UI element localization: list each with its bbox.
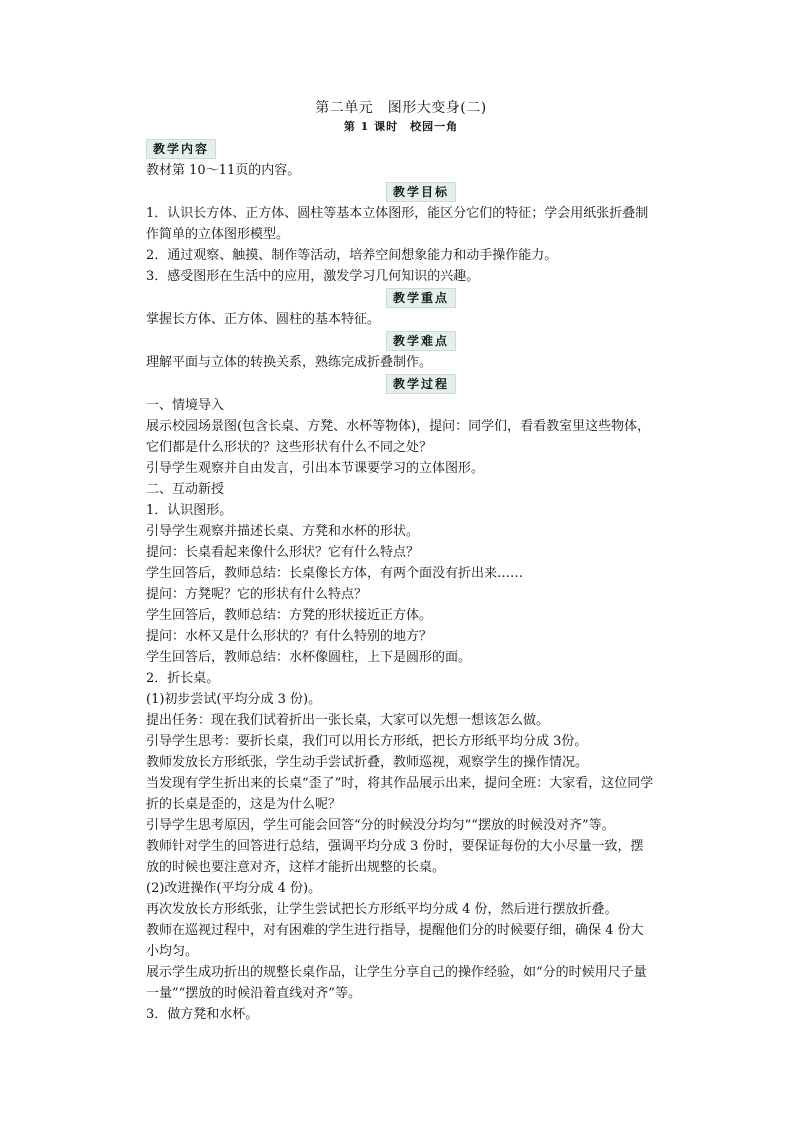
paragraph: 引导学生观察并描述长桌、方凳和水杯的形状。 bbox=[146, 524, 420, 539]
paragraph: 当发现有学生折出来的长桌“歪了”时，将其作品展示出来，提问全班：大家看，这位同学折的长桌是歪的，这是为什么呢？ bbox=[146, 776, 654, 812]
paragraph: 引导学生思考：要折长桌，我们可以用长方形纸，把长方形纸平均分成 3份。 bbox=[146, 734, 588, 749]
goal-item: 1．认识长方体、正方体、圆柱等基本立体图形，能区分它们的特征；学会用纸张折叠制作简单的立体图形模型。 bbox=[146, 206, 649, 242]
step-heading: 2．折长桌。 bbox=[146, 671, 220, 686]
teaching-key-badge: 教学重点 bbox=[386, 288, 456, 308]
goals-badge-row bbox=[146, 181, 656, 203]
teaching-process-badge: 教学过程 bbox=[386, 374, 456, 394]
section-heading: 二、互动新授 bbox=[146, 482, 225, 497]
teaching-key-text: 掌握长方体、正方体、圆柱的基本特征。 bbox=[146, 312, 381, 327]
teaching-goals-badge: 教学目标 bbox=[386, 182, 456, 202]
teaching-difficulty-text: 理解平面与立体的转换关系，熟练完成折叠制作。 bbox=[146, 355, 433, 370]
step-heading: 1．认识图形。 bbox=[146, 503, 233, 518]
key-badge-row bbox=[146, 287, 656, 309]
paragraph: 提出任务：现在我们试着折出一张长桌，大家可以先想一想该怎么做。 bbox=[146, 713, 550, 728]
sub-step-heading: (1)初步尝试(平均分成 3 份)。 bbox=[146, 692, 322, 707]
paragraph: 提问：水杯又是什么形状的？有什么特别的地方？ bbox=[146, 629, 433, 644]
paragraph: 教师发放长方形纸张，学生动手尝试折叠，教师巡视，观察学生的操作情况。 bbox=[146, 755, 589, 770]
content-badge-row bbox=[146, 138, 656, 160]
paragraph: 再次发放长方形纸张，让学生尝试把长方形纸平均分成 4 份，然后进行摆放折叠。 bbox=[146, 902, 618, 917]
paragraph: 引导学生思考原因，学生可能会回答“分的时候没分均匀”“摆放的时候没对齐”等。 bbox=[146, 818, 615, 833]
unit-title: 第二单元 图形大变身(二) bbox=[315, 100, 487, 116]
paragraph: 提问：方凳呢？它的形状有什么特点？ bbox=[146, 587, 368, 602]
goal-item: 2．通过观察、触摸、制作等活动，培养空间想象能力和动手操作能力。 bbox=[146, 248, 558, 263]
sub-step-heading: (2)改进操作(平均分成 4 份)。 bbox=[146, 881, 322, 896]
process-badge-row bbox=[146, 373, 656, 395]
paragraph: 展示学生成功折出的规整长桌作品，让学生分享自己的操作经验，如“分的时候用尺子量一量”“摆放的时候沿着直线对齐”等。 bbox=[146, 965, 647, 1001]
paragraph: 提问：长桌看起来像什么形状？它有什么特点？ bbox=[146, 545, 420, 560]
section-heading: 一、情境导入 bbox=[146, 398, 225, 413]
teaching-content-badge: 教学内容 bbox=[146, 139, 216, 159]
lesson-subtitle: 第 1 课时 校园一角 bbox=[343, 120, 459, 133]
step-heading: 3．做方凳和水杯。 bbox=[146, 1007, 259, 1022]
teaching-difficulty-badge: 教学难点 bbox=[386, 331, 456, 351]
paragraph: 引导学生观察并自由发言，引出本节课要学习的立体图形。 bbox=[146, 461, 485, 476]
paragraph: 展示校园场景图(包含长桌、方凳、水杯等物体)，提问：同学们，看看教室里这些物体，它们都是什么形状的？这些形状有什么不同之处？ bbox=[146, 419, 651, 455]
difficulty-badge-row bbox=[146, 330, 656, 352]
paragraph: 教师在巡视过程中，对有困难的学生进行指导，提醒他们分的时候要仔细，确保 4 份大小均匀。 bbox=[146, 923, 644, 959]
paragraph: 教师针对学生的回答进行总结，强调平均分成 3 份时，要保证每份的大小尽量一致，摆放的时候也要注意对齐，这样才能折出规整的长桌。 bbox=[146, 839, 644, 875]
paragraph: 学生回答后，教师总结：方凳的形状接近正方体。 bbox=[146, 608, 433, 623]
goal-item: 3．感受图形在生活中的应用，激发学习几何知识的兴趣。 bbox=[146, 269, 480, 284]
lesson-plan-body bbox=[146, 98, 656, 1025]
paragraph: 学生回答后，教师总结：水杯像圆柱，上下是圆形的面。 bbox=[146, 650, 472, 665]
teaching-content-text: 教材第 10～11页的内容。 bbox=[146, 163, 301, 178]
paragraph: 学生回答后，教师总结：长桌像长方体，有两个面没有折出来…… bbox=[146, 566, 524, 581]
